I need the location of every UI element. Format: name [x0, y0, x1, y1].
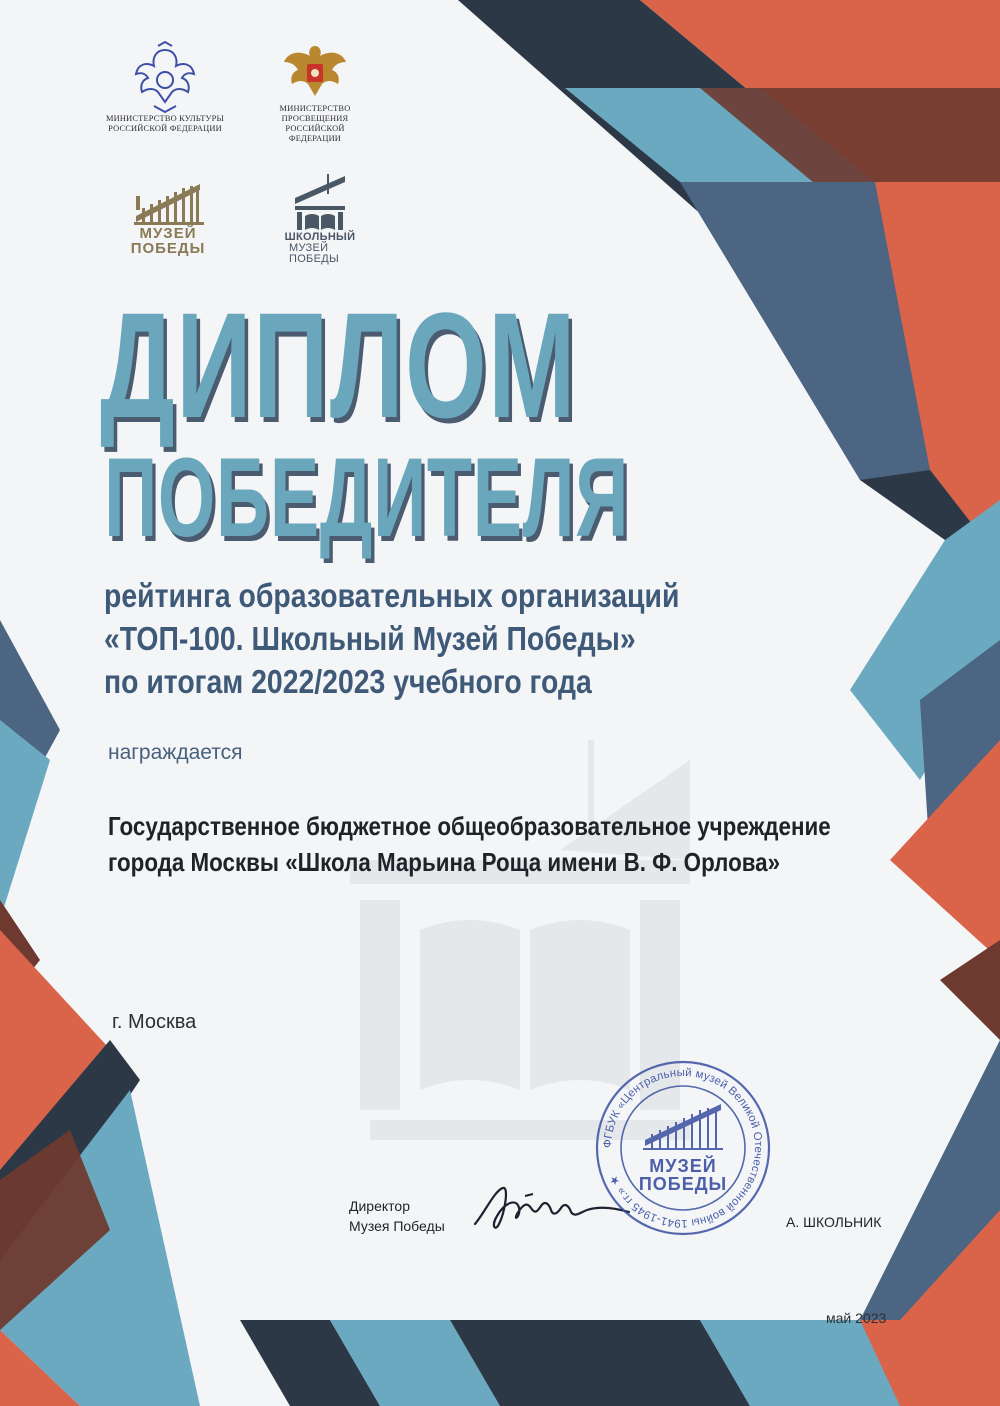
recipient-line-2: города Москвы «Школа Марьина Роща имени В. Ф. Орлова»	[108, 847, 781, 877]
issue-date: май 2023	[826, 1310, 887, 1326]
awarded-label: награждается	[108, 741, 243, 764]
ministry-culture-label-2: РОССИЙСКОЙ ФЕДЕРАЦИИ	[108, 124, 222, 133]
city: г. Москва	[112, 1011, 197, 1033]
school-museum-icon	[287, 172, 353, 232]
recipient-line-1: Государственное бюджетное общеобразовательное учреждение	[108, 811, 831, 841]
school-museum-label-2: МУЗЕЙ	[289, 242, 329, 254]
stamp-ring	[593, 1058, 773, 1238]
ministry-education-label-2: ПРОСВЕЩЕНИЯ	[281, 114, 349, 123]
ministry-education-label-4: ФЕДЕРАЦИИ	[288, 134, 342, 143]
subtitle-line-2: «ТОП-100. Школьный Музей Победы»	[104, 620, 636, 657]
signer-name: А. ШКОЛЬНИК	[786, 1214, 882, 1230]
svg-text:ФГБУК «Центральный музей Велик	[602, 1067, 764, 1229]
stamp-center-line-1: МУЗЕЙ	[649, 1156, 717, 1176]
stamp-colonnade-icon	[643, 1104, 723, 1150]
recipient-name	[108, 808, 865, 880]
diploma-title: ДИПЛОМ	[100, 281, 577, 449]
double-headed-eagle-icon	[132, 40, 198, 114]
school-museum-label-3: ПОБЕДЫ	[289, 253, 340, 265]
ministry-education-label-1: МИНИСТЕРСТВО	[279, 104, 351, 113]
eagle-emblem-icon	[280, 40, 350, 104]
colonnade-icon	[130, 176, 206, 226]
school-museum-label-1: ШКОЛЬНЫЙ	[284, 231, 356, 243]
ministry-culture-logo	[100, 40, 230, 134]
museum-victory-logo	[128, 176, 208, 256]
bg-shape-maroon-right	[940, 940, 1000, 1040]
ministry-education-logo	[270, 40, 360, 144]
bg-shape-navy-bottom-2	[450, 1320, 750, 1406]
director-title	[349, 1196, 445, 1236]
stamp-ring-text: ФГБУК «Центральный музей Великой Отечественной войны 1941-1945 гг.» ★	[601, 1066, 765, 1230]
official-stamp	[593, 1058, 773, 1238]
stamp-center-line-2: ПОБЕДЫ	[638, 1174, 728, 1194]
subtitle-line-1: рейтинга образовательных организаций	[104, 577, 680, 614]
subtitle-line-3: по итогам 2022/2023 учебного года	[104, 663, 592, 700]
ministry-culture-label-1: МИНИСТЕРСТВО КУЛЬТУРЫ	[105, 114, 225, 123]
director-line-1: Директор	[349, 1198, 410, 1214]
diploma-title-winner: ПОБЕДИТЕЛЯ	[104, 435, 629, 560]
director-line-2: Музея Победы	[349, 1218, 445, 1234]
school-museum-logo	[280, 172, 360, 265]
subtitle	[104, 574, 792, 703]
museum-victory-label-1: МУЗЕЙ	[139, 225, 197, 242]
ministry-education-label-3: РОССИЙСКОЙ	[285, 124, 345, 133]
museum-victory-label-2: ПОБЕДЫ	[130, 240, 206, 257]
